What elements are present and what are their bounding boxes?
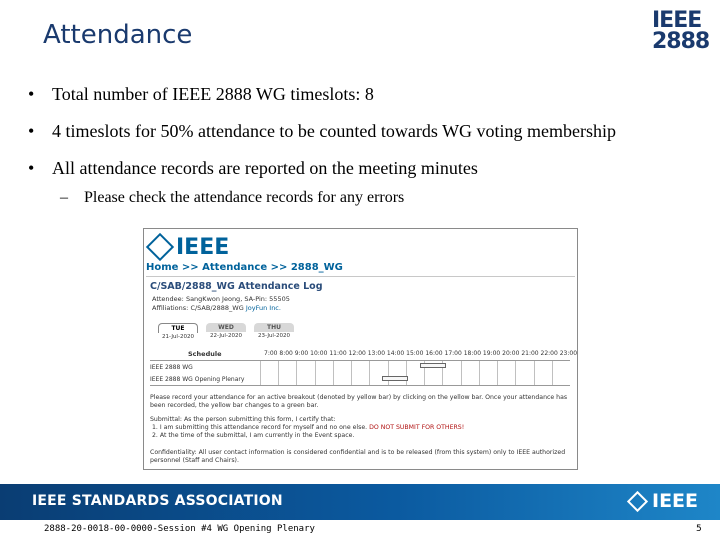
submittal-intro: Submittal: As the person submitting this form, I certify that: <box>150 416 336 423</box>
sub-bullet-text: Please check the attendance records for any errors <box>84 189 405 206</box>
submittal-item-1: 1. I am submitting this attendance record for myself and no one else. <box>151 424 368 431</box>
session-bar[interactable] <box>420 363 446 368</box>
bullet-item <box>28 82 708 106</box>
bullet-text: 4 timeslots for 50% attendance to be counted towards WG voting membership <box>52 121 617 141</box>
slide-title: Attendance <box>43 20 193 50</box>
tab-date: 21-Jul-2020 <box>162 334 194 340</box>
confidentiality-text: Confidentiality: All user contact information is considered confidential and is to be released (from this system) only to IEEE authorized personnel (Staff and Chairs). <box>150 449 566 464</box>
tab-date: 23-Jul-2020 <box>258 333 290 339</box>
affiliations-label: Affiliations: <box>152 304 189 312</box>
schedule-grid <box>150 360 570 386</box>
submittal-item-2: 2. At the time of the submittal, I am currently in the Event space. <box>151 432 355 439</box>
tab-day: WED <box>206 323 246 332</box>
bullet-item <box>28 156 708 180</box>
bullet-text: All attendance records are reported on the meeting minutes <box>52 158 478 178</box>
divider <box>146 276 575 277</box>
breadcrumb[interactable]: Home >> Attendance >> 2888_WG <box>146 262 343 273</box>
day-tabs <box>158 323 294 340</box>
footer-ieee-logo <box>630 490 698 512</box>
shot-ieee-logo <box>148 233 229 261</box>
tab-day: TUE <box>158 323 198 333</box>
schedule-row-label: IEEE 2888 WG Opening Plenary <box>150 376 245 383</box>
footer-ieee-text: IEEE <box>652 490 699 512</box>
tab-wed[interactable] <box>206 323 246 340</box>
ieee-diamond-icon <box>627 490 648 511</box>
sub-bullet-item <box>28 187 708 209</box>
page-number: 5 <box>696 524 702 534</box>
ieee-2888-logo <box>652 8 710 54</box>
attendance-screenshot <box>143 228 578 470</box>
submittal-text <box>150 416 570 440</box>
footer-association: IEEE STANDARDS ASSOCIATION <box>32 493 283 509</box>
bullet-item <box>28 119 708 143</box>
session-bar[interactable] <box>382 376 408 381</box>
tab-date: 22-Jul-2020 <box>210 333 242 339</box>
attendee-label: Attendee: <box>152 295 184 303</box>
footer-document-id: 2888-20-0018-00-0000-Session #4 WG Opening Plenary <box>44 524 315 534</box>
tab-day: THU <box>254 323 294 332</box>
attendance-log-heading: C/SAB/2888_WG Attendance Log <box>150 281 323 292</box>
schedule-title: Schedule <box>188 350 222 358</box>
instruction-text: Please record your attendance for an active breakout (denoted by yellow bar) by clicking on the yellow bar. Once your attendance has been recorded, the yellow bar changes to a green bar. <box>150 394 568 409</box>
affiliations-value: C/SAB/2888_WG <box>190 304 244 312</box>
tab-tue[interactable] <box>158 323 198 340</box>
schedule-row-label: IEEE 2888 WG <box>150 364 193 371</box>
affiliations-org-link[interactable]: JoyFun Inc. <box>245 304 281 312</box>
shot-logo-text: IEEE <box>176 234 230 260</box>
bullet-glyph: • <box>28 84 35 104</box>
tab-thu[interactable] <box>254 323 294 340</box>
logo-line-2888: 2888 <box>652 29 710 54</box>
attendee-info <box>152 295 290 313</box>
bullet-list <box>28 82 708 209</box>
attendee-value: SangKwon Jeong, SA-Pin: 55505 <box>185 295 290 303</box>
bullet-glyph: • <box>28 158 35 178</box>
time-header: 7:00 8:00 9:00 10:00 11:00 12:00 13:00 14:00 15:00 16:00 17:00 18:00 19:00 20:00 21:00 22:00 23:00 <box>264 350 578 357</box>
grid-cells <box>260 361 570 385</box>
logo-line-ieee: IEEE <box>652 8 702 33</box>
submittal-warning: DO NOT SUBMIT FOR OTHERS! <box>369 424 465 431</box>
ieee-diamond-icon <box>146 233 174 261</box>
sub-bullet-glyph: – <box>60 189 68 206</box>
bullet-text: Total number of IEEE 2888 WG timeslots: 8 <box>52 84 374 104</box>
bullet-glyph: • <box>28 121 35 141</box>
